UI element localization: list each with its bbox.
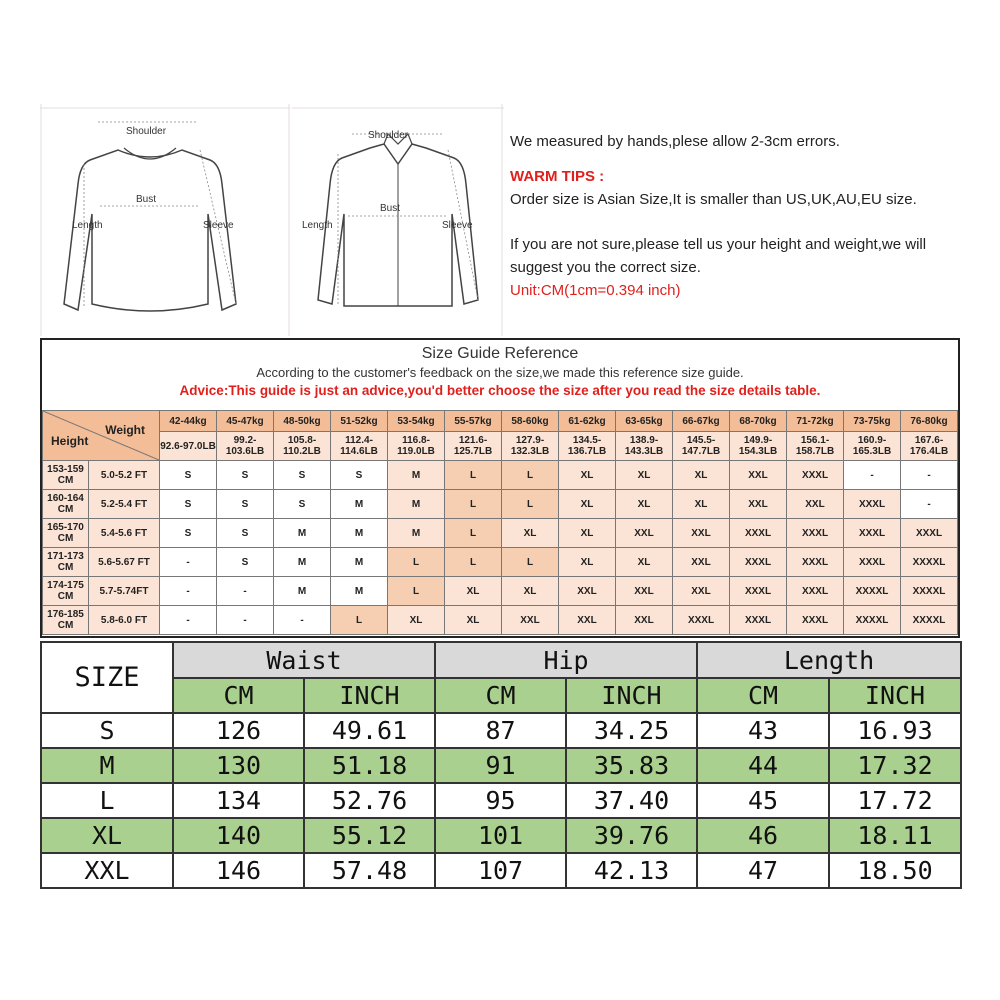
weight-kg-header: 63-65kg [616,411,673,432]
unit-header: INCH [304,678,435,713]
measure-note: We measured by hands,plese allow 2-3cm errors. [510,133,840,150]
weight-kg-header: 55-57kg [445,411,502,432]
size-name-cell: S [41,713,173,748]
shirt-length-label: Length [302,220,333,231]
shirt-outline-icon [292,104,504,336]
weight-lb-header: 92.6-97.0LB [160,432,217,461]
weight-kg-header: 51-52kg [331,411,388,432]
measurement-cell: 49.61 [304,713,435,748]
tshirt-diagram [40,104,290,336]
size-recommendation-cell: S [331,461,388,490]
weight-height-corner [43,411,160,461]
weight-lb-header: 116.8-119.0LB [388,432,445,461]
measurement-cell: 52.76 [304,783,435,818]
size-recommendation-cell: XXXL [787,548,844,577]
weight-kg-header: 48-50kg [274,411,331,432]
guide-subtitle: According to the customer's feedback on the size,we made this reference size guide. [256,365,744,380]
size-recommendation-cell: M [274,519,331,548]
tshirt-outline-icon [40,104,290,336]
measurement-cell: 47 [697,853,829,888]
not-sure-note: If you are not sure,please tell us your height and weight,we will suggest you the correct size. [510,236,927,276]
size-recommendation-cell: XXL [616,577,673,606]
unit-header: INCH [566,678,697,713]
size-recommendation-cell: L [388,577,445,606]
weight-lb-header: 105.8-110.2LB [274,432,331,461]
size-recommendation-cell: L [445,490,502,519]
size-recommendation-cell: XL [559,548,616,577]
size-recommendation-cell: M [331,577,388,606]
shirt-shoulder-label: Shoulder [368,130,409,141]
size-recommendation-cell: M [274,548,331,577]
size-recommendation-cell: XXL [673,577,730,606]
size-recommendation-cell: M [331,548,388,577]
guide-title: Size Guide Reference [421,345,579,362]
size-recommendation-cell: XL [559,461,616,490]
size-recommendation-cell: XXXXL [901,548,958,577]
size-recommendation-cell: XL [616,490,673,519]
height-row [43,577,958,606]
height-row [43,548,958,577]
height-row [43,606,958,635]
weight-lb-header: 160.9-165.3LB [844,432,901,461]
size-recommendation-cell: L [502,461,559,490]
weight-lb-header: 121.6-125.7LB [445,432,502,461]
size-row [41,818,961,853]
weight-kg-header: 71-72kg [787,411,844,432]
size-recommendation-cell: M [331,490,388,519]
measurement-cell: 44 [697,748,829,783]
height-cm-cell: 153-159 CM [43,461,89,490]
height-ft-cell: 5.0-5.2 FT [89,461,160,490]
size-recommendation-cell: S [274,490,331,519]
measurement-cell: 107 [435,853,566,888]
measurement-cell: 87 [435,713,566,748]
guide-advice: Advice:This guide is just an advice,you'd better choose the size after you read the size details table. [179,383,821,398]
size-recommendation-cell: XXXL [787,577,844,606]
size-recommendation-cell: XXL [787,490,844,519]
size-recommendation-cell: XXXL [787,461,844,490]
size-recommendation-cell: L [502,490,559,519]
height-cm-cell: 165-170 CM [43,519,89,548]
size-recommendation-cell: XXL [559,577,616,606]
measurement-cell: 55.12 [304,818,435,853]
size-recommendation-cell: S [217,461,274,490]
size-recommendation-cell: XXXL [844,548,901,577]
size-recommendation-cell: XXL [673,548,730,577]
waist-header: Waist [173,642,435,678]
size-recommendation-cell: XL [616,548,673,577]
measurement-cell: 17.72 [829,783,961,818]
weight-kg-header: 66-67kg [673,411,730,432]
warm-tips-heading: WARM TIPS : [510,168,605,185]
size-recommendation-cell: XL [673,490,730,519]
size-recommendation-cell: - [274,606,331,635]
tshirt-length-label: Length [72,220,103,231]
size-recommendation-cell: S [217,519,274,548]
size-recommendation-cell: XL [445,606,502,635]
size-header: SIZE [41,642,173,713]
shirt-bust-label: Bust [380,203,401,214]
size-recommendation-cell: XXXXL [844,577,901,606]
weight-kg-header: 42-44kg [160,411,217,432]
measurement-cell: 91 [435,748,566,783]
size-recommendation-cell: S [160,519,217,548]
size-recommendation-cell: M [274,577,331,606]
size-recommendation-cell: XXL [730,490,787,519]
weight-lb-header: 149.9-154.3LB [730,432,787,461]
height-cm-cell: 176-185 CM [43,606,89,635]
size-recommendation-cell: - [901,490,958,519]
length-header: Length [697,642,961,678]
size-recommendation-cell: L [445,461,502,490]
tshirt-sleeve-label: Sleeve [203,220,234,231]
height-cm-cell: 174-175 CM [43,577,89,606]
size-recommendation-cell: - [160,548,217,577]
size-name-cell: M [41,748,173,783]
size-recommendation-cell: XXL [730,461,787,490]
unit-header: INCH [829,678,961,713]
weight-label: Weight [105,423,145,437]
weight-lb-header: 99.2-103.6LB [217,432,274,461]
shirt-sleeve-label: Sleeve [442,220,473,231]
size-row [41,783,961,818]
size-recommendation-cell: XXXL [787,519,844,548]
tshirt-bust-label: Bust [136,194,157,205]
measurement-cell: 37.40 [566,783,697,818]
measurement-cell: 134 [173,783,304,818]
measurement-cell: 95 [435,783,566,818]
size-name-cell: XL [41,818,173,853]
size-recommendation-cell: L [445,548,502,577]
size-recommendation-cell: M [388,490,445,519]
measurement-cell: 42.13 [566,853,697,888]
size-recommendation-cell: XXXXL [844,606,901,635]
height-ft-cell: 5.4-5.6 FT [89,519,160,548]
size-recommendation-cell: XL [388,606,445,635]
measurement-cell: 46 [697,818,829,853]
size-recommendation-cell: - [844,461,901,490]
size-name-cell: XXL [41,853,173,888]
measurement-cell: 130 [173,748,304,783]
size-recommendation-cell: S [274,461,331,490]
size-recommendation-cell: S [160,461,217,490]
size-name-cell: L [41,783,173,818]
weight-lb-header: 138.9-143.3LB [616,432,673,461]
size-recommendation-cell: XL [616,461,673,490]
size-recommendation-cell: - [160,577,217,606]
measurement-cell: 146 [173,853,304,888]
measurement-cell: 51.18 [304,748,435,783]
measurement-cell: 57.48 [304,853,435,888]
hip-header: Hip [435,642,697,678]
size-recommendation-cell: XXXL [730,548,787,577]
measurement-cell: 35.83 [566,748,697,783]
size-recommendation-cell: L [388,548,445,577]
weight-kg-header: 68-70kg [730,411,787,432]
size-recommendation-cell: XL [559,519,616,548]
size-recommendation-cell: XXXL [730,606,787,635]
size-recommendation-cell: XXXL [901,519,958,548]
size-recommendation-cell: - [901,461,958,490]
height-row [43,519,958,548]
size-recommendation-cell: XXXL [730,519,787,548]
height-ft-cell: 5.7-5.74FT [89,577,160,606]
measurement-cell: 43 [697,713,829,748]
weight-kg-header: 61-62kg [559,411,616,432]
size-recommendation-cell: S [217,548,274,577]
size-recommendation-cell: XL [502,519,559,548]
size-recommendation-cell: - [217,606,274,635]
size-recommendation-cell: M [388,461,445,490]
size-guide-reference [40,338,960,638]
height-row [43,490,958,519]
size-recommendation-cell: XL [502,577,559,606]
weight-kg-header: 53-54kg [388,411,445,432]
weight-lb-header: 127.9-132.3LB [502,432,559,461]
size-recommendation-cell: M [331,519,388,548]
weight-kg-header: 45-47kg [217,411,274,432]
size-recommendation-cell: S [217,490,274,519]
measurement-cell: 34.25 [566,713,697,748]
weight-kg-header: 58-60kg [502,411,559,432]
size-recommendation-cell: XXL [502,606,559,635]
size-recommendation-cell: XXXXL [901,577,958,606]
tshirt-shoulder-label: Shoulder [126,126,167,137]
size-recommendation-cell: XXL [559,606,616,635]
weight-kg-header: 73-75kg [844,411,901,432]
weight-kg-header: 76-80kg [901,411,958,432]
size-details-table [40,641,962,889]
height-ft-cell: 5.6-5.67 FT [89,548,160,577]
weight-lb-header: 167.6-176.4LB [901,432,958,461]
measurement-cell: 140 [173,818,304,853]
weight-lb-header: 156.1-158.7LB [787,432,844,461]
size-recommendation-cell: XL [445,577,502,606]
size-recommendation-cell: XXXL [730,577,787,606]
size-row [41,748,961,783]
asian-size-note: Order size is Asian Size,It is smaller than US,UK,AU,EU size. [510,191,917,208]
size-recommendation-cell: - [217,577,274,606]
height-cm-cell: 160-164 CM [43,490,89,519]
unit-header: CM [173,678,304,713]
size-recommendation-cell: XXXL [787,606,844,635]
unit-header: CM [435,678,566,713]
size-recommendation-cell: XXL [616,519,673,548]
weight-height-table [42,410,958,635]
height-row [43,461,958,490]
size-recommendation-cell: XXL [616,606,673,635]
height-ft-cell: 5.8-6.0 FT [89,606,160,635]
measurement-cell: 101 [435,818,566,853]
unit-header: CM [697,678,829,713]
size-recommendation-cell: XXXL [844,490,901,519]
measurement-cell: 17.32 [829,748,961,783]
size-row [41,713,961,748]
size-recommendation-cell: M [388,519,445,548]
weight-lb-header: 112.4-114.6LB [331,432,388,461]
height-label: Height [51,434,89,448]
size-recommendation-cell: XXXL [673,606,730,635]
size-recommendation-cell: XXL [673,519,730,548]
shirt-diagram [292,104,504,336]
size-recommendation-cell: S [160,490,217,519]
measurement-cell: 18.50 [829,853,961,888]
measurement-cell: 39.76 [566,818,697,853]
notes-panel [510,130,960,302]
measurement-cell: 126 [173,713,304,748]
size-recommendation-cell: XXXL [844,519,901,548]
size-recommendation-cell: XXXXL [901,606,958,635]
size-recommendation-cell: L [502,548,559,577]
size-recommendation-cell: XL [673,461,730,490]
size-recommendation-cell: L [445,519,502,548]
height-cm-cell: 171-173 CM [43,548,89,577]
weight-lb-header: 145.5-147.7LB [673,432,730,461]
weight-lb-header: 134.5-136.7LB [559,432,616,461]
size-recommendation-cell: XL [559,490,616,519]
unit-note: Unit:CM(1cm=0.394 inch) [510,282,681,299]
measurement-cell: 16.93 [829,713,961,748]
size-recommendation-cell: - [160,606,217,635]
height-ft-cell: 5.2-5.4 FT [89,490,160,519]
size-row [41,853,961,888]
measurement-cell: 45 [697,783,829,818]
size-recommendation-cell: L [331,606,388,635]
measurement-cell: 18.11 [829,818,961,853]
